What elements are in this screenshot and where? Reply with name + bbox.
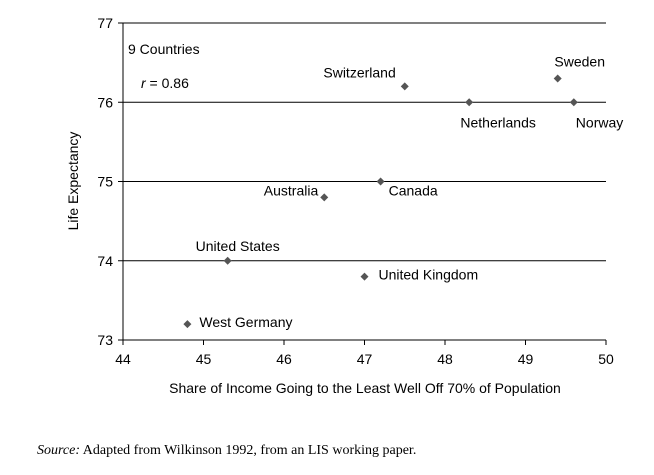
x-tick-label: 50 — [598, 351, 614, 367]
data-point-west-germany — [183, 320, 191, 328]
data-point-united-states — [224, 257, 232, 265]
x-tick-label: 49 — [517, 351, 534, 367]
data-point-australia — [320, 193, 328, 201]
point-label-canada: Canada — [388, 182, 438, 199]
data-point-canada — [377, 178, 385, 186]
point-label-netherlands: Netherlands — [460, 114, 536, 131]
data-point-sweden — [554, 74, 562, 82]
point-label-switzerland: Switzerland — [323, 64, 396, 81]
data-point-norway — [570, 98, 578, 106]
source-label: Source: — [37, 443, 81, 458]
y-tick-label: 76 — [97, 94, 113, 111]
point-label-west-germany: West Germany — [199, 314, 293, 331]
y-axis-title: Life Expectancy — [65, 131, 81, 231]
x-tick-label: 45 — [195, 351, 212, 367]
data-points — [183, 74, 577, 331]
y-tick-label: 77 — [97, 15, 113, 31]
source-text: Adapted from Wilkinson 1992, from an LIS working paper. — [80, 443, 417, 458]
data-point-switzerland — [401, 82, 409, 90]
x-tick-label: 46 — [276, 351, 292, 367]
x-tick-label: 47 — [356, 351, 373, 367]
point-label-united-kingdom: United Kingdom — [378, 266, 479, 283]
point-label-sweden: Sweden — [554, 53, 605, 70]
r-symbol: r — [141, 75, 146, 91]
count-annotation: 9 Countries — [128, 41, 200, 57]
point-label-norway: Norway — [575, 114, 624, 131]
y-tick-label: 75 — [97, 173, 113, 190]
point-labels — [196, 53, 624, 330]
grid-lines — [123, 23, 606, 261]
x-tick-label: 48 — [437, 351, 453, 367]
y-tick-label: 74 — [97, 252, 113, 269]
r-value: = 0.86 — [145, 75, 189, 91]
point-label-united-states: United States — [195, 237, 280, 254]
x-axis-title: Share of Income Going to the Least Well Off 70% of Population — [169, 380, 561, 396]
point-label-australia: Australia — [263, 182, 319, 199]
data-point-united-kingdom — [361, 273, 369, 281]
x-tick-label: 44 — [115, 351, 131, 367]
data-point-netherlands — [465, 98, 473, 106]
correlation-annotation — [141, 75, 189, 91]
y-tick-label: 73 — [97, 332, 113, 348]
source-note — [37, 443, 416, 459]
